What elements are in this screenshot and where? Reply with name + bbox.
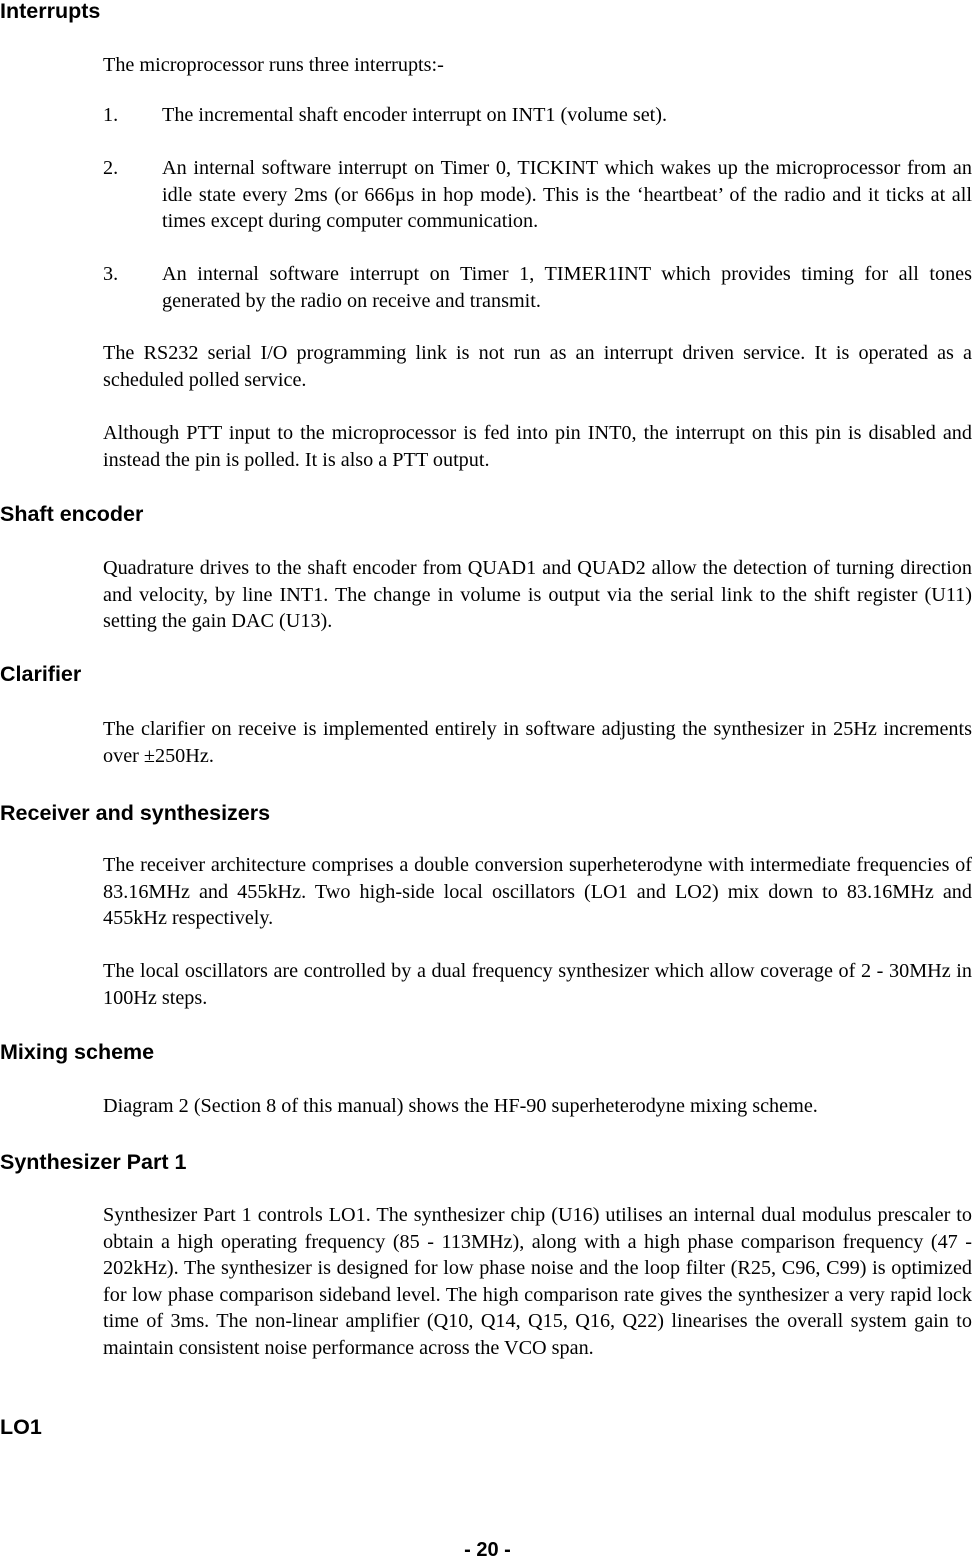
synthesizer-paragraph: Synthesizer Part 1 controls LO1. The synthesizer chip (U16) utilises an internal dual modulus prescaler to obtain a high operating frequency (85 - 113MHz), along with a high phase comparison frequency (47 - 202kHz). The synthesizer is designed for low phase noise and the loop filter (R25, C96, C99) is optimized for low phase comparison sideband level. The high comparison rate gives the synthesizer a very rapid lock time of 3ms. The non-linear amplifier (Q10, Q14, Q15, Q16, Q22) linearises the overall system gain to maintain consistent noise performance across the VCO span. — [103, 1204, 972, 1359]
heading-lo1: LO1 — [0, 1415, 42, 1439]
list-item-text: The incremental shaft encoder interrupt on INT1 (volume set). — [162, 104, 668, 126]
heading-mixing-scheme: Mixing scheme — [0, 1040, 155, 1064]
receiver-paragraph-1: The receiver architecture comprises a double conversion superheterodyne with intermediate frequencies of 83.16MHz and 455kHz. Two high-side local oscillators (LO1 and LO2) mix down to 83.16MHz and 455kHz respectively. — [103, 854, 972, 929]
heading-shaft-encoder: Shaft encoder — [0, 502, 144, 526]
list-item-text: An internal software interrupt on Timer 0, TICKINT which wakes up the microprocessor from an idle state every 2ms (or 666µs in hop mode). This is the ‘heartbeat’ of the radio and it ticks at all times except during computer communication. — [162, 157, 972, 232]
ptt-paragraph: Although PTT input to the microprocessor is fed into pin INT0, the interrupt on this pin is disabled and instead the pin is polled. It is also a PTT output. — [103, 422, 972, 471]
shaft-encoder-paragraph: Quadrature drives to the shaft encoder from QUAD1 and QUAD2 allow the detection of turning direction and velocity, by line INT1. The change in volume is output via the serial link to the shift register (U11) setting the gain DAC (U13). — [103, 557, 972, 632]
list-item-number: 1. — [103, 104, 119, 126]
heading-clarifier: Clarifier — [0, 662, 82, 686]
list-item-number: 3. — [103, 263, 119, 285]
mixing-paragraph: Diagram 2 (Section 8 of this manual) shows the HF-90 superheterodyne mixing scheme. — [103, 1095, 818, 1117]
list-item-number: 2. — [103, 157, 119, 179]
clarifier-paragraph: The clarifier on receive is implemented entirely in software adjusting the synthesizer in 25Hz increments over ±250Hz. — [103, 718, 972, 767]
list-item-text: An internal software interrupt on Timer 1, TIMER1INT which provides timing for all tones generated by the radio on receive and transmit. — [162, 263, 972, 312]
heading-receiver: Receiver and synthesizers — [0, 801, 271, 825]
receiver-paragraph-2: The local oscillators are controlled by a dual frequency synthesizer which allow coverage of 2 - 30MHz in 100Hz steps. — [103, 960, 972, 1009]
heading-synthesizer-part-1: Synthesizer Part 1 — [0, 1150, 187, 1174]
interrupts-intro: The microprocessor runs three interrupts:- — [103, 54, 444, 76]
heading-interrupts: Interrupts — [0, 0, 101, 23]
page-number: - 20 - — [464, 1539, 511, 1561]
rs232-paragraph: The RS232 serial I/O programming link is not run as an interrupt driven service. It is operated as a scheduled polled service. — [103, 342, 972, 391]
